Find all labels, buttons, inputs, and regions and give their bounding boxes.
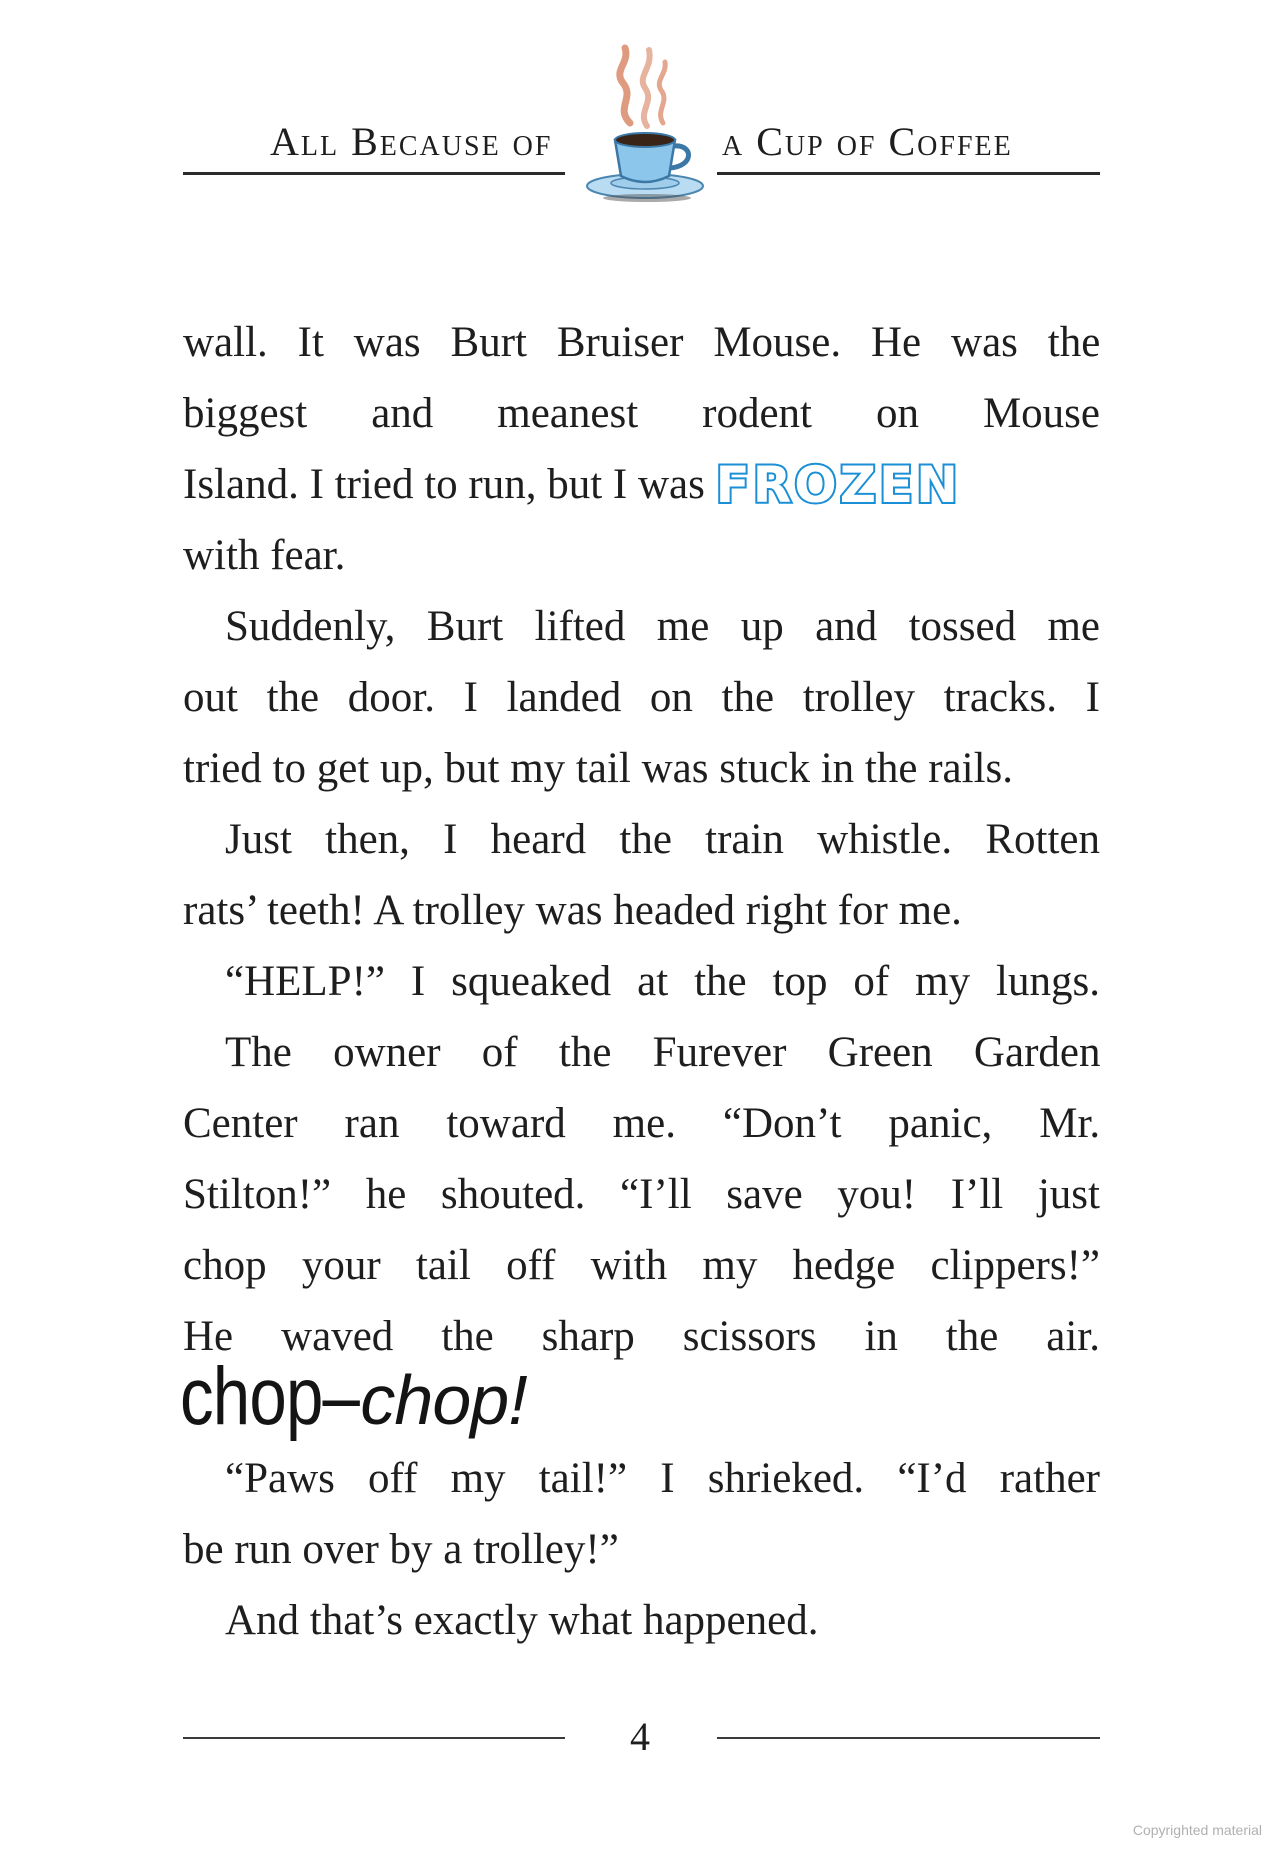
text-line: out the door. I landed on the trolley tracks. I xyxy=(183,674,1100,721)
text-line: Just then, I heard the train whistle. Rotten xyxy=(225,816,1100,863)
page-header xyxy=(0,0,1280,230)
page-number: 4 xyxy=(630,1714,650,1759)
frozen-word: FROZEN xyxy=(715,456,962,514)
copyright-notice: Copyrighted material xyxy=(1132,1822,1262,1838)
running-title-left: All Because of xyxy=(270,119,553,164)
text-line-frozen xyxy=(183,449,1100,520)
text-line: tried to get up, but my tail was stuck in the rails. xyxy=(183,745,1013,792)
text-line: “Paws off my tail!” I shrieked. “I’d rather xyxy=(225,1455,1100,1502)
footer-rule-left xyxy=(183,1737,565,1739)
sound-effect-chop xyxy=(180,1352,527,1445)
text-line: He waved the sharp scissors in the air. xyxy=(183,1313,1100,1360)
text-line: And that’s exactly what happened. xyxy=(225,1597,819,1644)
header-rule-right xyxy=(717,172,1100,175)
running-title-right: a Cup of Coffee xyxy=(722,119,1013,164)
text-fragment: Island. I tried to run, but I was xyxy=(183,461,705,508)
text-line: Stilton!” he shouted. “I’ll save you! I’ll just xyxy=(183,1171,1100,1218)
text-line: biggest and meanest rodent on Mouse xyxy=(183,390,1100,437)
story-text xyxy=(183,307,1100,1656)
sound-effect-part2: chop! xyxy=(360,1361,527,1439)
text-line: chop your tail off with my hedge clippers!” xyxy=(183,1242,1100,1289)
text-line: Suddenly, Burt lifted me up and tossed me xyxy=(225,603,1100,650)
text-line: be run over by a trolley!” xyxy=(183,1526,619,1573)
text-line: rats’ teeth! A trolley was headed right for me. xyxy=(183,887,962,934)
text-line: Center ran toward me. “Don’t panic, Mr. xyxy=(183,1100,1101,1147)
text-line: wall. It was Burt Bruiser Mouse. He was the xyxy=(183,319,1101,366)
coffee-cup-icon xyxy=(575,28,715,208)
text-line: with fear. xyxy=(183,532,346,579)
header-rule-left xyxy=(183,172,565,175)
sound-effect-part1: chop– xyxy=(180,1351,360,1442)
footer-rule-right xyxy=(717,1737,1100,1739)
text-line: The owner of the Furever Green Garden xyxy=(225,1029,1101,1076)
text-line: “HELP!” I squeaked at the top of my lungs. xyxy=(225,958,1100,1005)
